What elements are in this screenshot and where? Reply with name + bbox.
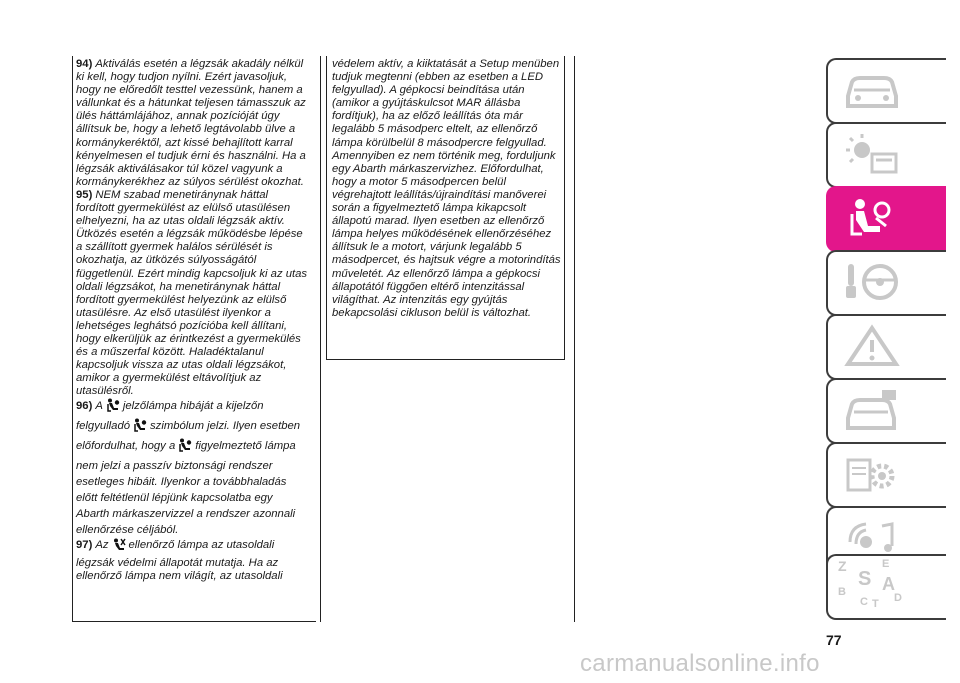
note-97-a: Az — [95, 539, 109, 552]
tab-index[interactable] — [826, 554, 946, 620]
note-96-a: A — [95, 400, 103, 413]
lights-icon — [842, 132, 902, 176]
note-97 — [76, 538, 308, 582]
note-96 — [76, 398, 308, 538]
car-icon — [842, 68, 902, 112]
note-94-text: Aktiválás esetén a légzsák akadály nélkül ki kell, hogy tudjon nyílni. Ezért javasoljuk, hogy ne előredőlt testtel vezessünk, hanem a vállunkat és a hátunkat teljesen támasszuk az ülés háttámlájához, annak pozícióját úgy állítsuk be, hogy a lehető legtávolabb ülve a kormánykeréktől, azt kissé behajlított karral kényelmesen el tudjuk érni és használni. Ha a légzsák aktiválásakor túl közel vagyunk a kormánykerékhez az súlyos sérülést okozhat. — [76, 58, 306, 188]
note-96-d: figyelmeztető lámpa nem jelzi a passzív biztonsági rendszer esetleges hibáit. Ilyenkor a továbbhaladás előtt feltétlenül lépjünk kapcsolatba egy Abarth márkaszervizzel a rendszer azonnali ellenőrzése céljából. — [76, 440, 296, 537]
left-column-bottom-rule — [72, 621, 316, 622]
watermark: carmanualsonline.info — [580, 650, 820, 677]
note-96-label: 96) — [76, 400, 93, 413]
mid-column-bottom-rule — [326, 359, 564, 360]
index-letters-icon — [838, 558, 918, 616]
gear-settings-icon — [842, 452, 902, 496]
note-97-b: ellenőrző lámpa az utasoldali légzsák védelmi állapotát mutatja. Ha az ellenőrző lámpa nem világít, az utasoldali — [76, 539, 283, 582]
tab-technical-data[interactable] — [826, 442, 946, 508]
note-94-label: 94) — [76, 58, 93, 70]
car-service-icon — [842, 388, 902, 432]
mid-column-text: védelem aktív, a kiiktatását a Setup menüben tudjuk megtenni (ebben az esetben a LED felgyullad). A gépkocsi beindítása után (amikor a gyújtáskulcsot MAR állásba fordítjuk), ha az előző leállítás óta már legalább 5 másodperc eltelt, az ellenőrző lámpa körülbelül 8 másodpercre felgyullad. Amennyiben ez nem történik meg, forduljunk egy Abarth márkaszervizhez. Előfordulhat, hogy a motor 5 másodpercen belül végrehajtott leállítás/újraindítási manőverei során a figyelmeztető lámpa kikapcsolt állapotú marad. Ilyen esetben az ellenőrző lámpa helyes működésének ellenőrzéséhez állítsuk le a motort, várjunk legalább 5 másodpercet, és hajtsuk végre a motorindítás műveletét. Az ellenőrző lámpa a gépkocsi állapotától függően eltérő intenzitással világíthat. Az intenzitás egy gyújtás bekapcsolási cikluson belül is változhat. — [332, 58, 561, 319]
index-letter-b: B — [838, 586, 846, 598]
middle-column — [332, 58, 564, 320]
index-letter-d: D — [894, 592, 902, 604]
left-column-rule — [72, 56, 73, 622]
key-steering-icon — [842, 260, 902, 304]
airbag-seat-icon — [842, 196, 902, 240]
index-letter-c: C — [860, 596, 868, 608]
airbag-lamp-icon — [178, 438, 192, 458]
note-96-b: jelzőlámpa hibáját a kijelzőn felgyulladó — [76, 400, 264, 433]
index-letter-e: E — [882, 558, 890, 570]
tab-car[interactable] — [826, 58, 946, 124]
index-letter-z: Z — [838, 558, 847, 574]
note-96-c: szimbólum jelzi. Ilyen esetben előfordulhat, hogy a — [76, 420, 301, 453]
tab-starting-driving[interactable] — [826, 250, 946, 316]
left-column — [76, 58, 308, 583]
page-number: 77 — [826, 632, 842, 648]
note-95-text: NEM szabad menetiránynak háttal fordított gyermekülést az elülső utasülésen elhelyezni, ha az utas oldali légzsák aktív. Ütközés esetén a légzsák működésbe lépése a szállított gyermek halálos sérülését is okozhatja, az ütközés súlyosságától függetlenül. Ezért mindig kapcsoljuk ki az utas oldali légzsákot, ha menetiránynak háttal fordított gyermekülést helyezünk az elülső utasülésre. Az első utasülést ilyenkor a lehetséges leghátsó pozícióba kell állítani, hogy elkerüljük az érintkezést a gyermekülés és a műszerfal között. Haladéktalanul kapcsoljuk vissza az utas oldali légzsákot, amikor a gyermekülést eltávolítjuk az utasülésről. — [76, 188, 308, 398]
airbag-symbol-icon — [133, 418, 147, 438]
index-letter-s: S — [858, 568, 872, 590]
index-letter-t: T — [872, 598, 879, 610]
airbag-warning-icon — [106, 398, 120, 418]
tab-safety[interactable] — [826, 186, 946, 252]
tab-maintenance[interactable] — [826, 378, 946, 444]
right-separator-rule — [574, 56, 575, 622]
warning-road-icon — [842, 324, 902, 368]
note-94 — [76, 58, 308, 189]
mid-column-right-rule — [564, 56, 565, 360]
note-95-label: 95) — [76, 188, 93, 201]
tab-lights[interactable] — [826, 122, 946, 188]
middle-separator-rule — [320, 56, 321, 622]
note-95 — [76, 189, 308, 399]
index-letter-a: A — [882, 574, 895, 594]
passenger-airbag-off-icon — [112, 538, 126, 556]
mid-column-rule — [326, 56, 327, 360]
note-97-label: 97) — [76, 539, 93, 552]
tab-emergency[interactable] — [826, 314, 946, 380]
